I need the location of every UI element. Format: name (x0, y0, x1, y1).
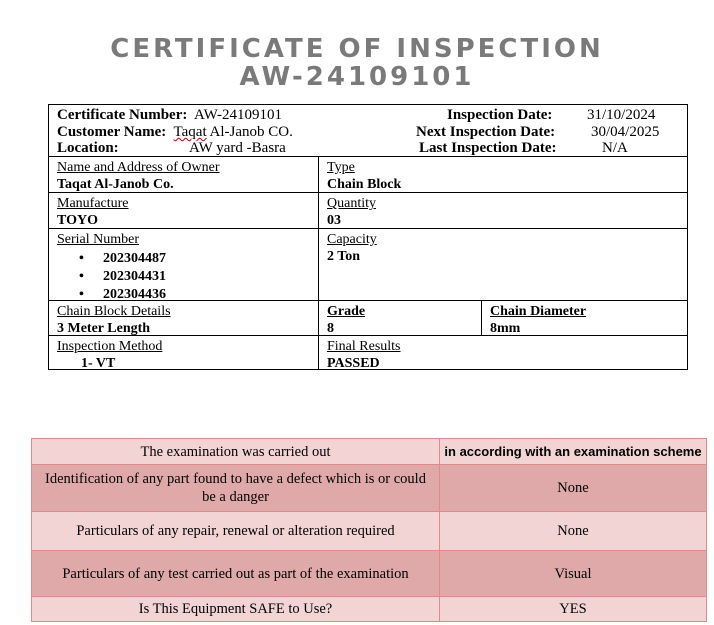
manufacture-label: Manufacture (57, 196, 129, 211)
owner-value: Taqat Al-Janob Co. (57, 177, 174, 192)
table-row (32, 465, 707, 512)
method-value: 1- VT (81, 356, 116, 371)
owner-type-row (49, 157, 687, 193)
customer-name-label: Customer Name: (57, 124, 167, 140)
grade-label: Grade (327, 304, 366, 319)
exam-question: Identification of any part found to have a defect which is or could be a danger (32, 465, 440, 512)
manufacture-value: TOYO (57, 213, 98, 228)
quantity-label: Quantity (327, 196, 376, 211)
inspection-date-label: Inspection Date: (447, 107, 553, 123)
exam-question: Is This Equipment SAFE to Use? (32, 597, 440, 622)
last-inspection-label: Last Inspection Date: (419, 140, 557, 156)
table-row (32, 439, 707, 465)
exam-answer: Visual (440, 551, 707, 597)
header-block (49, 105, 687, 157)
method-label: Inspection Method (57, 339, 163, 354)
exam-question: The examination was carried out (32, 439, 440, 465)
owner-label: Name and Address of Owner (57, 160, 220, 175)
exam-answer: None (440, 465, 707, 512)
type-value: Chain Block (327, 177, 402, 192)
customer-name-first: Taqat (173, 124, 207, 140)
details-value: 3 Meter Length (57, 321, 151, 336)
exam-answer: in according with an examination scheme (440, 439, 707, 465)
serial-capacity-row (49, 229, 687, 301)
exam-answer: YES (440, 597, 707, 622)
details-grade-diameter-row (49, 301, 687, 336)
quantity-value: 03 (327, 213, 341, 228)
capacity-value: 2 Ton (327, 249, 361, 264)
certificate-number-label: Certificate Number: (57, 107, 188, 123)
serial-label: Serial Number (57, 232, 140, 247)
results-label: Final Results (327, 339, 401, 354)
location-value: AW yard -Basra (189, 140, 286, 156)
location-label: Location: (57, 140, 119, 156)
serial-item: • 202304487 (79, 251, 166, 266)
table-row (32, 512, 707, 551)
next-inspection-value: 30/04/2025 (591, 124, 660, 140)
type-label: Type (327, 160, 355, 175)
details-label: Chain Block Details (57, 304, 171, 319)
table-row (32, 597, 707, 622)
bullet-icon: • (79, 287, 84, 302)
last-inspection-value: N/A (602, 140, 628, 156)
diameter-label: Chain Diameter (490, 304, 587, 319)
serial-item: • 202304431 (79, 269, 166, 284)
exam-question: Particulars of any test carried out as part of the examination (32, 551, 440, 597)
customer-name-rest: Al-Janob CO. (206, 124, 293, 140)
bullet-icon: • (79, 269, 84, 284)
serial-item: • 202304436 (79, 287, 166, 302)
bullet-icon: • (79, 251, 84, 266)
exam-answer: None (440, 512, 707, 551)
manufacture-quantity-row (49, 193, 687, 229)
serial-list (57, 250, 318, 304)
certificate-title: CERTIFICATE OF INSPECTION (110, 34, 604, 64)
inspection-info-table (48, 104, 688, 370)
exam-question: Particulars of any repair, renewal or alteration required (32, 512, 440, 551)
capacity-label: Capacity (327, 232, 377, 247)
table-row (32, 551, 707, 597)
grade-value: 8 (327, 321, 334, 336)
results-value: PASSED (327, 356, 380, 371)
next-inspection-label: Next Inspection Date: (416, 124, 556, 140)
diameter-value: 8mm (490, 321, 521, 336)
method-results-row (49, 336, 687, 370)
certificate-number-title: AW-24109101 (239, 62, 475, 92)
examination-table (31, 438, 707, 622)
certificate-number-value: AW-24109101 (194, 107, 283, 123)
inspection-date-value: 31/10/2024 (587, 107, 656, 123)
